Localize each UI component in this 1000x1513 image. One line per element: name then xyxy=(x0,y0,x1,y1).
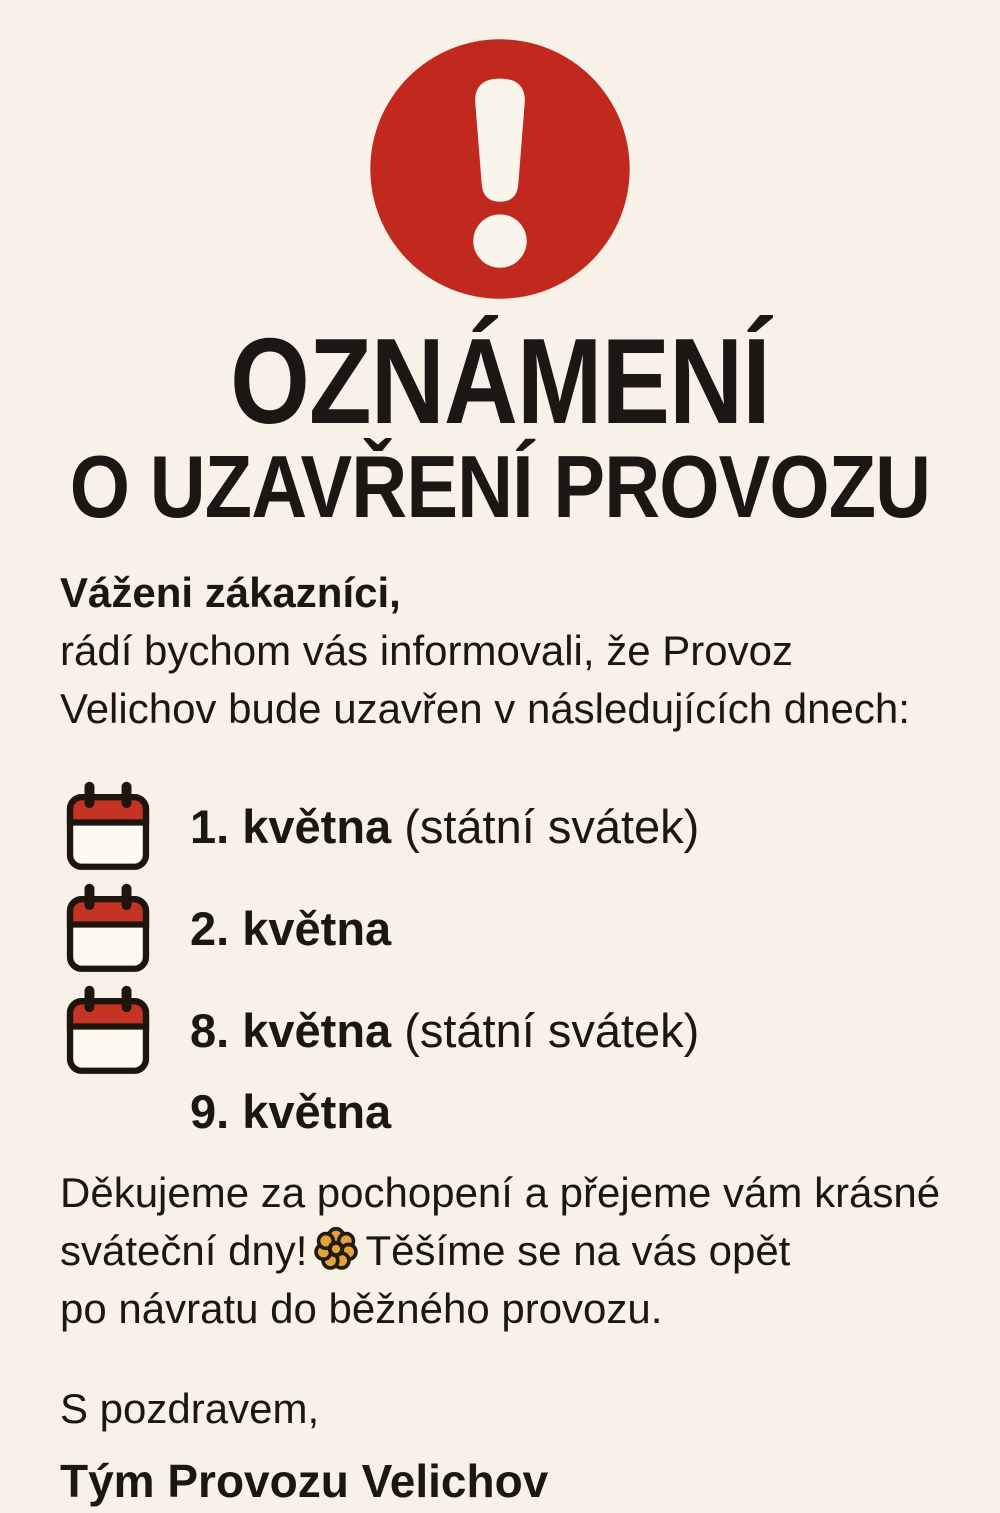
list-item xyxy=(60,1086,940,1138)
calendar-icon xyxy=(60,780,156,874)
intro-line-1: rádí bychom vás informovali, že Provoz xyxy=(60,627,793,675)
closing-line-1: Děkujeme za pochopení a přejeme vám krásné xyxy=(60,1168,941,1216)
signoff-block xyxy=(60,1380,940,1513)
closing-line-2-after: Těšíme se na vás opět xyxy=(365,1226,791,1274)
salutation: Váženi zákazníci, xyxy=(60,569,401,617)
exclamation-circle-icon xyxy=(369,38,631,300)
closing-line-3: po návratu do běžného provozu. xyxy=(60,1284,663,1332)
calendar-icon-placeholder xyxy=(60,1065,156,1159)
intro-line-2: Velichov bude uzavřen v následujících dnech: xyxy=(60,685,910,733)
signoff-team-name: Tým Provozu Velichov xyxy=(60,1454,549,1507)
flower-icon xyxy=(313,1226,359,1272)
list-item xyxy=(60,780,940,874)
intro-paragraph xyxy=(60,564,940,738)
calendar-icon xyxy=(60,984,156,1078)
signoff-greeting: S pozdravem, xyxy=(60,1384,320,1432)
alert-icon-container xyxy=(0,0,1000,300)
closure-date-note: (státní svátek) xyxy=(404,1004,700,1058)
closure-date-value: 1. května xyxy=(190,800,392,854)
closing-line-2 xyxy=(60,1222,940,1280)
title-block xyxy=(0,313,1000,536)
notice-body xyxy=(0,564,1000,1513)
closing-line-2-before: sváteční dny! xyxy=(60,1226,308,1274)
list-item xyxy=(60,984,940,1078)
closing-paragraph xyxy=(60,1164,940,1338)
calendar-icon xyxy=(60,882,156,976)
closure-date-value: 9. května xyxy=(190,1085,392,1139)
closure-date xyxy=(190,901,404,956)
closure-date xyxy=(190,799,699,854)
list-item xyxy=(60,882,940,976)
closure-date-value: 8. května xyxy=(190,1004,392,1058)
page-subtitle: O UZAVŘENÍ PROVOZU xyxy=(69,436,931,536)
closure-date xyxy=(190,1003,699,1058)
closure-date-note: (státní svátek) xyxy=(404,800,700,854)
closure-date-value: 2. května xyxy=(190,902,392,956)
page-title: OZNÁMENÍ xyxy=(230,313,770,449)
closure-date xyxy=(190,1084,404,1139)
closure-dates-list xyxy=(60,780,940,1138)
